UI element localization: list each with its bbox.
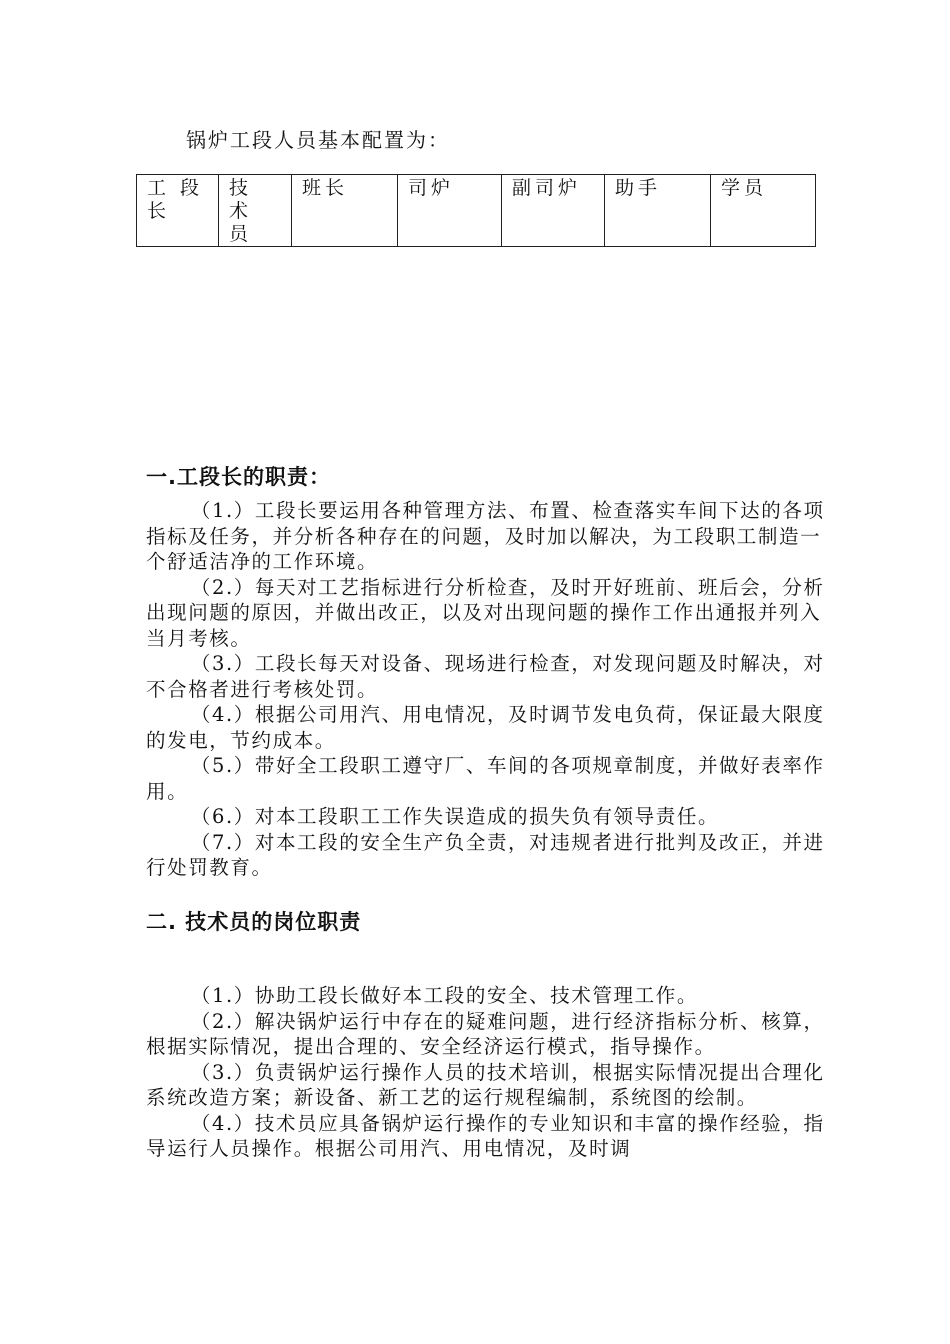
staff-config-intro: 锅炉工段人员基本配置为： (186, 128, 450, 152)
list-item: （7.）对本工段的安全生产负全责，对违规者进行批判及改正，并进行处罚教育。 (146, 830, 825, 879)
list-item: （5.）带好全工段职工遵守厂、车间的各项规章制度，并做好表率作用。 (146, 754, 825, 803)
list-item: （6.）对本工段职工工作失误造成的损失负有领导责任。 (190, 805, 720, 828)
list-item: （3.）负责锅炉运行操作人员的技术培训，根据实际情况提出合理化系统改造方案；新设备、新工艺的运行规程编制，系统图的绘制。 (146, 1060, 825, 1109)
section-2-body (146, 983, 826, 1162)
table-cell-trainee: 学员 (711, 175, 816, 247)
table-cell-boiler-operator: 司炉 (398, 175, 502, 247)
section-2-title: 二. 技术员的岗位职责 (146, 910, 362, 934)
list-item: （4.）根据公司用汽、用电情况，及时调节发电负荷，保证最大限度的发电，节约成本。 (146, 703, 825, 752)
section-1-body (146, 498, 826, 881)
list-item: （3.）工段长每天对设备、现场进行检查，对发现问题及时解决，对不合格者进行考核处罚。 (146, 652, 825, 701)
table-cell-technician: 技 术 员 (219, 175, 292, 247)
table-row (137, 175, 816, 247)
table-cell-shift-leader: 班长 (292, 175, 398, 247)
list-item: （2.）解决锅炉运行中存在的疑难问题，进行经济指标分析、核算，根据实际情况，提出合理的、安全经济运行模式，指导操作。 (146, 1009, 825, 1058)
staff-config-table (136, 174, 816, 247)
list-item: （1.）工段长要运用各种管理方法、布置、检查落实车间下达的各项指标及任务，并分析各种存在的问题，及时加以解决，为工段职工制造一个舒适洁净的工作环境。 (146, 499, 825, 573)
list-item: （2.）每天对工艺指标进行分析检查，及时开好班前、班后会，分析出现问题的原因，并做出改正，以及对出现问题的操作工作出通报并列入当月考核。 (146, 575, 825, 650)
table-cell-section-chief: 工 段 长 (137, 175, 219, 247)
table-cell-deputy-operator: 副司炉 (502, 175, 605, 247)
list-item: （4.）技术员应具备锅炉运行操作的专业知识和丰富的操作经验，指导运行人员操作。根据公司用汽、用电情况，及时调 (146, 1111, 825, 1160)
table-cell-assistant: 助手 (605, 175, 711, 247)
list-item: （1.）协助工段长做好本工段的安全、技术管理工作。 (190, 984, 698, 1007)
section-1-title: 一.工段长的职责： (146, 465, 331, 489)
